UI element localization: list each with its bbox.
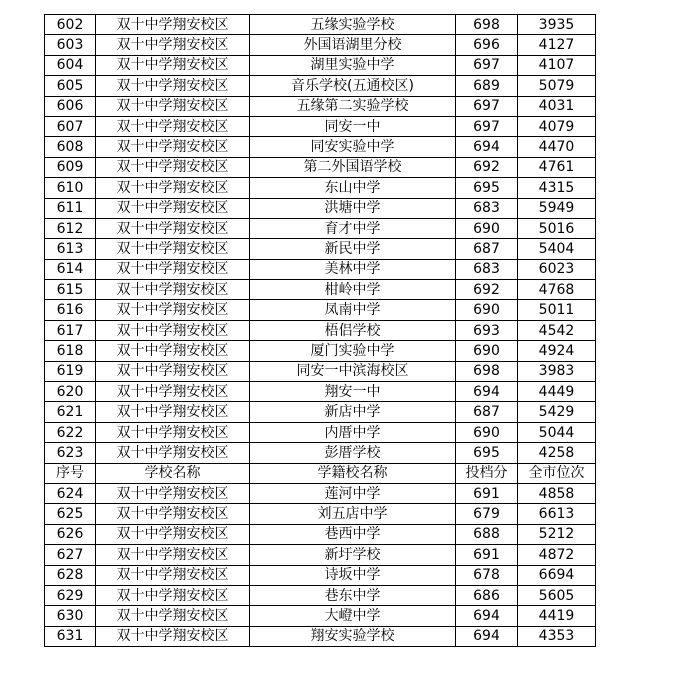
cell-city-rank: 4924 [518,341,596,361]
cell-enrolled-school-name: 厦门实验中学 [250,341,456,361]
cell-city-rank: 5605 [518,585,596,605]
cell-school-name: 双十中学翔安校区 [96,585,250,605]
cell-enrolled-school-name: 五缘实验学校 [250,15,456,35]
cell-city-rank: 4079 [518,116,596,136]
cell-enrolled-school-name: 音乐学校(五通校区) [250,76,456,96]
cell-row-number: 616 [45,300,96,320]
cell-city-rank: 6023 [518,259,596,279]
cell-city-rank: 6613 [518,504,596,524]
cell-enrolled-school-name: 同安一中滨海校区 [250,361,456,381]
table-row [45,15,596,35]
table-row [45,137,596,157]
table-row [45,35,596,55]
cell-city-rank: 4768 [518,280,596,300]
header-city-rank: 全市位次 [518,463,596,483]
cell-enrolled-school-name: 梧侣学校 [250,320,456,340]
cell-city-rank: 4258 [518,443,596,463]
cell-school-name: 双十中学翔安校区 [96,178,250,198]
table-row [45,55,596,75]
admission-score-table [44,14,596,647]
header-row-number: 序号 [45,463,96,483]
cell-row-number: 621 [45,402,96,422]
cell-admission-score: 687 [456,402,518,422]
table-row [45,504,596,524]
cell-city-rank: 4315 [518,178,596,198]
cell-school-name: 双十中学翔安校区 [96,504,250,524]
table-row [45,341,596,361]
cell-row-number: 608 [45,137,96,157]
cell-admission-score: 690 [456,341,518,361]
table-row [45,545,596,565]
cell-row-number: 615 [45,280,96,300]
table-row [45,157,596,177]
cell-school-name: 双十中学翔安校区 [96,280,250,300]
cell-row-number: 607 [45,116,96,136]
cell-row-number: 614 [45,259,96,279]
cell-city-rank: 5429 [518,402,596,422]
cell-admission-score: 683 [456,259,518,279]
cell-school-name: 双十中学翔安校区 [96,361,250,381]
cell-row-number: 627 [45,545,96,565]
cell-row-number: 612 [45,218,96,238]
table-row [45,524,596,544]
table-row [45,626,596,646]
table-row [45,178,596,198]
cell-row-number: 618 [45,341,96,361]
cell-school-name: 双十中学翔安校区 [96,483,250,503]
cell-row-number: 631 [45,626,96,646]
cell-admission-score: 694 [456,606,518,626]
cell-school-name: 双十中学翔安校区 [96,565,250,585]
table-row [45,259,596,279]
cell-admission-score: 687 [456,239,518,259]
cell-enrolled-school-name: 新民中学 [250,239,456,259]
cell-enrolled-school-name: 翔安一中 [250,382,456,402]
cell-admission-score: 693 [456,320,518,340]
cell-school-name: 双十中学翔安校区 [96,443,250,463]
cell-city-rank: 4470 [518,137,596,157]
cell-enrolled-school-name: 第二外国语学校 [250,157,456,177]
cell-admission-score: 692 [456,280,518,300]
table-row [45,443,596,463]
cell-school-name: 双十中学翔安校区 [96,76,250,96]
cell-school-name: 双十中学翔安校区 [96,320,250,340]
cell-row-number: 623 [45,443,96,463]
header-enrolled-school-name: 学籍校名称 [250,463,456,483]
cell-admission-score: 686 [456,585,518,605]
table-row [45,422,596,442]
cell-city-rank: 4872 [518,545,596,565]
cell-city-rank: 5011 [518,300,596,320]
cell-city-rank: 4353 [518,626,596,646]
cell-enrolled-school-name: 五缘第二实验学校 [250,96,456,116]
cell-row-number: 624 [45,483,96,503]
table-row [45,382,596,402]
table-row [45,76,596,96]
cell-enrolled-school-name: 新圩学校 [250,545,456,565]
cell-row-number: 609 [45,157,96,177]
cell-row-number: 619 [45,361,96,381]
cell-admission-score: 697 [456,55,518,75]
cell-admission-score: 695 [456,178,518,198]
cell-city-rank: 6694 [518,565,596,585]
cell-row-number: 602 [45,15,96,35]
cell-school-name: 双十中学翔安校区 [96,157,250,177]
table-body [45,15,596,647]
cell-enrolled-school-name: 莲河中学 [250,483,456,503]
cell-city-rank: 5079 [518,76,596,96]
cell-city-rank: 4858 [518,483,596,503]
cell-enrolled-school-name: 同安实验中学 [250,137,456,157]
table-row [45,96,596,116]
cell-admission-score: 683 [456,198,518,218]
cell-school-name: 双十中学翔安校区 [96,402,250,422]
cell-school-name: 双十中学翔安校区 [96,626,250,646]
cell-admission-score: 690 [456,422,518,442]
cell-admission-score: 689 [456,76,518,96]
cell-admission-score: 695 [456,443,518,463]
cell-admission-score: 694 [456,382,518,402]
cell-admission-score: 690 [456,218,518,238]
cell-enrolled-school-name: 翔安实验学校 [250,626,456,646]
cell-enrolled-school-name: 育才中学 [250,218,456,238]
cell-enrolled-school-name: 巷西中学 [250,524,456,544]
cell-school-name: 双十中学翔安校区 [96,422,250,442]
cell-city-rank: 5404 [518,239,596,259]
cell-city-rank: 4127 [518,35,596,55]
cell-enrolled-school-name: 内厝中学 [250,422,456,442]
cell-enrolled-school-name: 东山中学 [250,178,456,198]
cell-school-name: 双十中学翔安校区 [96,116,250,136]
cell-row-number: 603 [45,35,96,55]
cell-school-name: 双十中学翔安校区 [96,606,250,626]
cell-city-rank: 3935 [518,15,596,35]
table-row [45,402,596,422]
cell-enrolled-school-name: 美林中学 [250,259,456,279]
header-admission-score: 投档分 [456,463,518,483]
cell-school-name: 双十中学翔安校区 [96,218,250,238]
cell-city-rank: 3983 [518,361,596,381]
cell-admission-score: 690 [456,300,518,320]
cell-row-number: 629 [45,585,96,605]
cell-enrolled-school-name: 同安一中 [250,116,456,136]
cell-row-number: 625 [45,504,96,524]
cell-admission-score: 696 [456,35,518,55]
cell-school-name: 双十中学翔安校区 [96,545,250,565]
cell-admission-score: 688 [456,524,518,544]
header-school-name: 学校名称 [96,463,250,483]
cell-school-name: 双十中学翔安校区 [96,55,250,75]
cell-school-name: 双十中学翔安校区 [96,35,250,55]
cell-admission-score: 691 [456,483,518,503]
cell-row-number: 605 [45,76,96,96]
cell-city-rank: 4107 [518,55,596,75]
table-row [45,300,596,320]
table-row [45,361,596,381]
cell-city-rank: 5044 [518,422,596,442]
cell-row-number: 617 [45,320,96,340]
table-row [45,585,596,605]
cell-row-number: 620 [45,382,96,402]
cell-row-number: 611 [45,198,96,218]
cell-city-rank: 5016 [518,218,596,238]
table-row [45,320,596,340]
cell-city-rank: 4449 [518,382,596,402]
table-row [45,483,596,503]
cell-school-name: 双十中学翔安校区 [96,341,250,361]
cell-enrolled-school-name: 新店中学 [250,402,456,422]
cell-admission-score: 698 [456,15,518,35]
cell-school-name: 双十中学翔安校区 [96,198,250,218]
table-row [45,606,596,626]
cell-enrolled-school-name: 凤南中学 [250,300,456,320]
cell-school-name: 双十中学翔安校区 [96,239,250,259]
cell-city-rank: 4542 [518,320,596,340]
cell-enrolled-school-name: 洪塘中学 [250,198,456,218]
cell-enrolled-school-name: 柑岭中学 [250,280,456,300]
cell-school-name: 双十中学翔安校区 [96,524,250,544]
cell-city-rank: 4761 [518,157,596,177]
cell-enrolled-school-name: 巷东中学 [250,585,456,605]
cell-admission-score: 678 [456,565,518,585]
cell-row-number: 626 [45,524,96,544]
cell-row-number: 604 [45,55,96,75]
table-row [45,239,596,259]
cell-enrolled-school-name: 外国语湖里分校 [250,35,456,55]
cell-admission-score: 697 [456,116,518,136]
cell-enrolled-school-name: 湖里实验中学 [250,55,456,75]
cell-row-number: 610 [45,178,96,198]
cell-admission-score: 694 [456,137,518,157]
cell-enrolled-school-name: 诗坂中学 [250,565,456,585]
cell-row-number: 630 [45,606,96,626]
table-row [45,218,596,238]
cell-school-name: 双十中学翔安校区 [96,259,250,279]
cell-admission-score: 698 [456,361,518,381]
cell-admission-score: 694 [456,626,518,646]
cell-admission-score: 697 [456,96,518,116]
table-header-row [45,463,596,483]
cell-enrolled-school-name: 彭厝学校 [250,443,456,463]
cell-row-number: 606 [45,96,96,116]
cell-city-rank: 5212 [518,524,596,544]
cell-row-number: 613 [45,239,96,259]
table-row [45,565,596,585]
cell-enrolled-school-name: 大嶝中学 [250,606,456,626]
cell-city-rank: 5949 [518,198,596,218]
cell-admission-score: 691 [456,545,518,565]
cell-row-number: 622 [45,422,96,442]
cell-enrolled-school-name: 刘五店中学 [250,504,456,524]
cell-city-rank: 4419 [518,606,596,626]
cell-admission-score: 679 [456,504,518,524]
cell-school-name: 双十中学翔安校区 [96,96,250,116]
table-row [45,116,596,136]
table-row [45,280,596,300]
cell-school-name: 双十中学翔安校区 [96,300,250,320]
cell-admission-score: 692 [456,157,518,177]
cell-school-name: 双十中学翔安校区 [96,137,250,157]
cell-row-number: 628 [45,565,96,585]
table-row [45,198,596,218]
cell-school-name: 双十中学翔安校区 [96,15,250,35]
cell-school-name: 双十中学翔安校区 [96,382,250,402]
cell-city-rank: 4031 [518,96,596,116]
